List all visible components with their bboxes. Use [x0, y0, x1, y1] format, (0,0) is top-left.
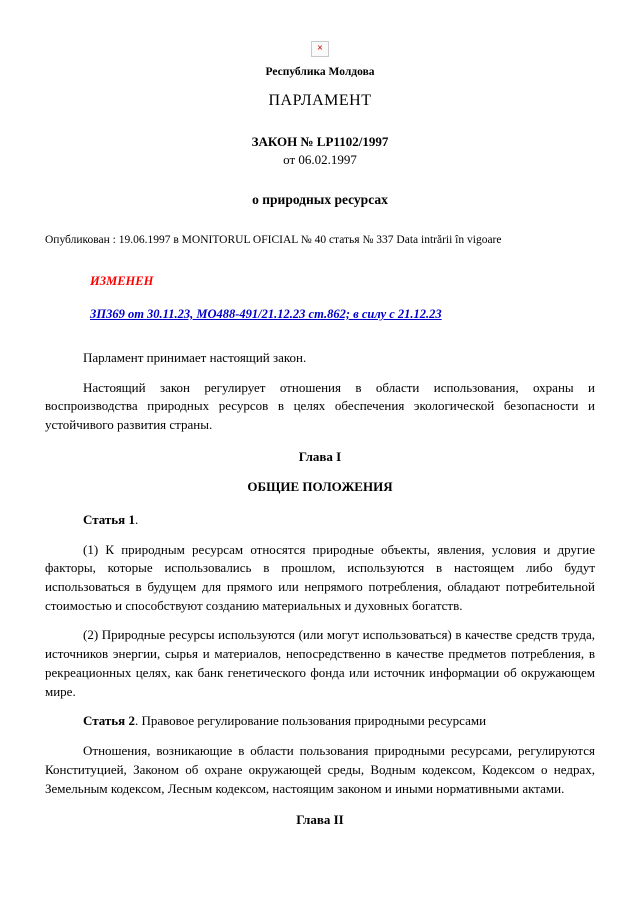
- publication-line: Опубликован : 19.06.1997 в MONITORUL OFICIAL № 40 статья № 337 Data intrării în vigoare: [45, 234, 502, 246]
- chapter-1-title: ОБЩИЕ ПОЛОЖЕНИЯ: [247, 478, 393, 494]
- preamble-paragraph: Настоящий закон регулирует отношения в области использования, охраны и воспроизводства природных ресурсов в целях обеспечения экологической безопасности и устойчивого развития страны.: [45, 379, 595, 433]
- article-2-label: Статья 2: [83, 713, 135, 729]
- amended-label: ИЗМЕНЕН: [90, 274, 154, 288]
- broken-image-icon: ×: [311, 41, 329, 57]
- law-number: ЗАКОН № LP1102/1997: [251, 134, 389, 149]
- header-image-area: [45, 40, 595, 58]
- article-1-paragraph-1: (1) К природным ресурсам относятся природные объекты, явления, условия и другие факторы, которые использовались в прошлом, используются в настоящем либо будут использоваться в будущем для прямого или непрямого потребления, обладают потребительной стоимостью и способствуют созданию материальных и духовных богатств.: [45, 541, 595, 613]
- chapter-1-heading: Глава I: [298, 448, 342, 464]
- amendment-link[interactable]: ЗП369 от 30.11.23, МО488-491/21.12.23 ст.862; в силу с 21.12.23: [90, 307, 442, 321]
- chapter-2-heading: Глава II: [296, 812, 344, 828]
- article-1-heading: [45, 511, 595, 530]
- intro-paragraph: Парламент принимает настоящий закон.: [83, 350, 307, 365]
- republic-heading: Республика Молдова: [265, 66, 375, 78]
- article-2-body: Отношения, возникающие в области пользования природными ресурсами, регулируются Конституцией, Законом об охране окружающей среды, Водным кодексом, Кодексом о недрах, Земельным кодексом, Лесным кодексом, настоящим законом и иными нормативными актами.: [45, 743, 595, 796]
- amendments-block: [90, 274, 595, 323]
- article-2-heading: [45, 712, 595, 731]
- article-1-after-label: .: [134, 511, 139, 527]
- law-subject-title: о природных ресурсах: [252, 192, 388, 207]
- article-1-label: Статья 1: [83, 511, 135, 527]
- parliament-heading: ПАРЛАМЕНТ: [268, 92, 372, 109]
- article-1-paragraph-2: (2) Природные ресурсы используются (или могут использоваться) в качестве средств труда, источников энергии, сырья и материалов, непосредственно в качестве предметов потребления, в рекреационных целях, как банк генетического фонда или источник информации об окружающем мире.: [45, 627, 595, 699]
- law-date: от 06.02.1997: [283, 152, 357, 167]
- article-2-title: . Правовое регулирование пользования природными ресурсами: [134, 713, 487, 729]
